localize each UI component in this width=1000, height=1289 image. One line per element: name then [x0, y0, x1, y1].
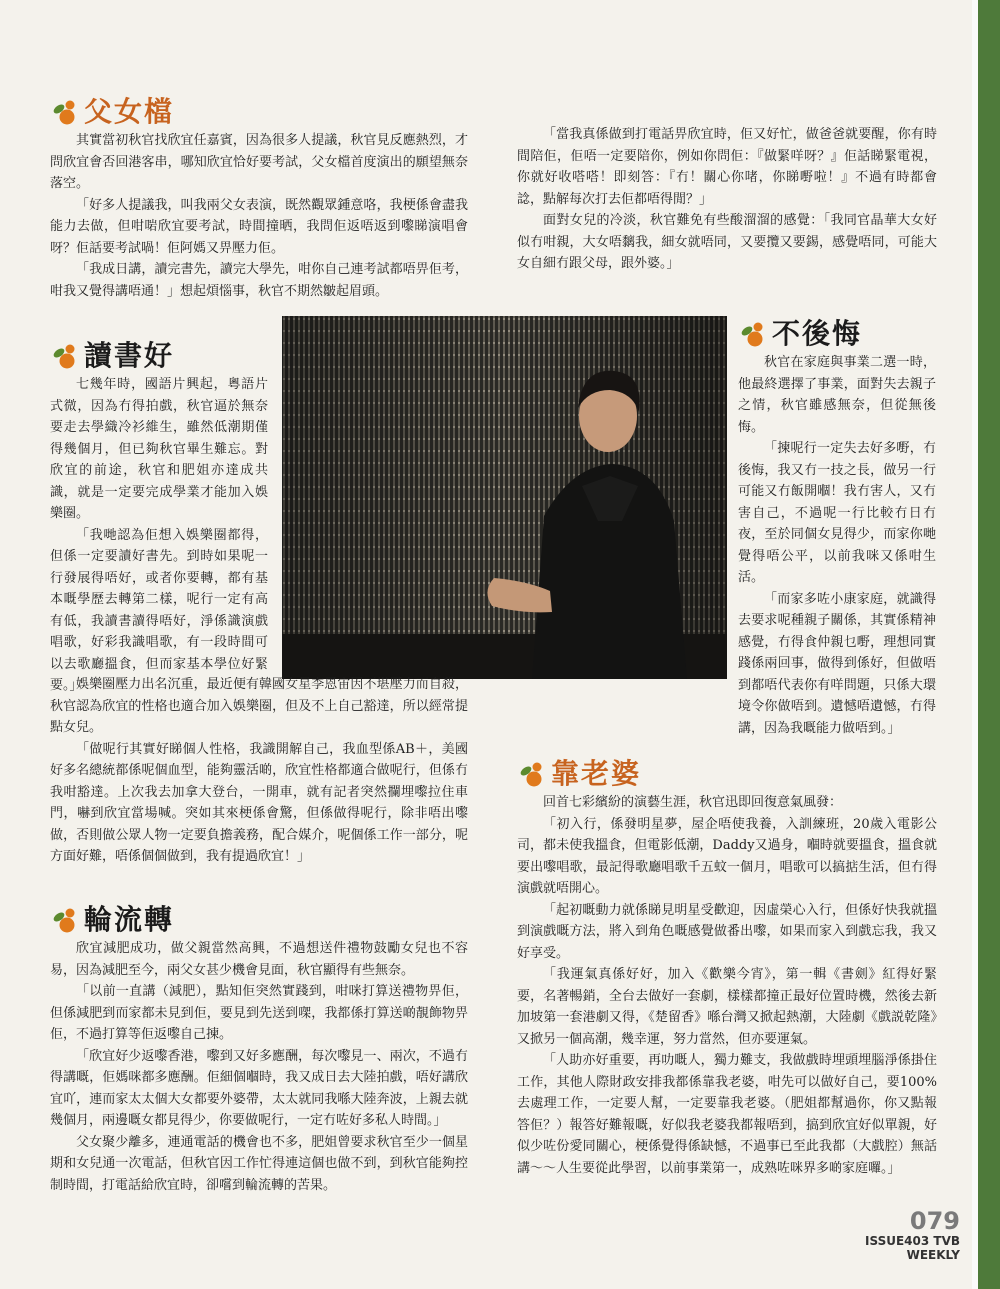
section-title: 靠老婆 — [551, 757, 642, 790]
paragraph: 「而家多咗小康家庭，就識得去要求呢種親子關係，其實係精神感覺，冇得食仲親乜嘢，理想同實踐係兩回事，做得到係好，但做唔到都唔代表你有咩問題，只係大環境令你做唔到。遺憾唔遺憾，冇得講，因為我嘅能力做唔到。」 — [738, 591, 936, 736]
paragraph: 「做呢行其實好睇個人性格，我識開解自己，我血型係AB＋，美國好多名總統都係呢個血型，能夠靈活啲，欣宜性格都適合做呢行，但係冇我咁豁達。上次我去加拿大登台，一開車，就有記者突然攔埋嚟拉住車門，嚇到欣宜當場喊。突如其來梗係會驚，但係做得呢行，除非唔出嚟做，否則做公眾人物一定要負擔義務，配合媒介，呢個係工作一部分，呢方面好難，唔係個個做到，我有提過欣宜！」 — [50, 741, 468, 864]
section-no-regret — [738, 312, 936, 739]
section-body — [738, 352, 936, 739]
section-study-continuation — [50, 674, 468, 868]
section-heading — [738, 312, 936, 352]
page-number: 079 — [909, 1207, 960, 1235]
section-study — [50, 334, 268, 697]
paragraph: 其實當初秋官找欣宜任嘉賓，因為很多人提議，秋官見反應熱烈，才問欣宜會否回港客串，哪知欣宜恰好要考試，父女檔首度演出的願望無奈落空。 — [50, 133, 468, 191]
section-body — [50, 130, 468, 302]
gourd-leaf-icon — [50, 338, 80, 370]
page-edge-green-strip — [978, 0, 1000, 1289]
section-rely-on-wife — [517, 752, 937, 1179]
paragraph: 「起初嘅動力就係睇見明星受歡迎，因虛榮心入行，但係好快我就搵到演戲嘅方法，將入到角色嘅感覺做番出嚟，如果而家入到戲忘我，我又好享受。 — [517, 902, 937, 961]
paragraph: 「我哋認為佢想入娛樂圈都得，但係一定要讀好書先。到時如果呢一行發展得唔好，或者你要轉，都有基本嘅學歷去轉第二樣，呢行一定有高有低，我讀書讀得唔好，淨係識演戲唱歌，好彩我識唱歌，有一段時間可以去歌廳搵食，但而家基本學位好緊要。」 — [50, 527, 268, 693]
photo-portrait — [282, 316, 727, 679]
paragraph: 「當我真係做到打電話畀欣宜時，佢又好忙，做爸爸就要醒，你有時間陪佢，佢唔一定要陪你，例如你問佢：『做緊咩呀？』佢話睇緊電視，你就好收嗒嗒！即刻答：『冇！關心你啫，你睇嘢啦！』不過有時都會諗，點解每次打去佢都唔得閒？」 — [517, 127, 937, 207]
paragraph: 「我運氣真係好好，加入《歡樂今宵》，第一輯《書劍》紅得好緊要，名著暢銷，全台去做好一套劇，樣樣都撞正最好位置時機，然後去新加坡第一套港劇又得，《楚留香》喺台灣又掀起熱潮，大陸劇《戲説乾隆》又掀另一個高潮，幾幸運，努力當然，但亦要運氣。 — [517, 967, 937, 1047]
paragraph: 「欣宜好少返嚟香港，嚟到又好多應酬，每次嚟見一、兩次，不過冇得講嘅，佢媽咪都多應酬。佢細個嗰時，我又成日去大陸拍戲，唔好講欣宜吖，連而家太太個大女都要外婆帶，太太就同我喺大陸奔波，上親去就幾個月，兩邊嘅女都見得少，你要做呢行，一定冇咗好多私人時間。」 — [50, 1048, 468, 1128]
paragraph: 「人助亦好重要，再叻嘅人，獨力難支，我做戲時埋頭埋腦淨係掛住工作，其他人際財政安排我都係靠我老婆，咁先可以做好自己，要100%去處理工作，一定要人幫，一定要靠我老婆。（肥姐都幫過你，你又點報答佢？）報答好難報嘅，好似我老婆我都報唔到，搞到欣宜好似單親，好似少咗份愛同關心，梗係覺得係缺憾，不過事已至此我都（大戲腔）無話講～～人生要從此學習，以前事業第一，成熟咗咪界多啲家庭囉。」 — [517, 1053, 937, 1176]
section-title: 輪流轉 — [84, 903, 175, 936]
issue-label: ISSUE403 TVB WEEKLY — [865, 1234, 960, 1262]
paragraph: 面對女兒的冷淡，秋官難免有些酸溜溜的感覺：「我同官晶華大女好似冇咁親，大女唔黐我，細女就唔同，又要攬又要錫，感覺唔同，可能大女自細冇跟父母，跟外婆。」 — [517, 213, 937, 271]
section-body — [50, 674, 468, 868]
paragraph: 父女聚少離多，連通電話的機會也不多，肥姐曾要求秋官至少一個星期和女兒通一次電話，但秋官因工作忙得連這個也做不到，到秋官能夠控制時間，打電話給欣宜時，卻嚐到輪流轉的苦果。 — [50, 1134, 468, 1193]
section-title: 讀書好 — [84, 339, 175, 372]
paragraph: 回首七彩繽紛的演藝生涯，秋官迅即回復意氣風發： — [543, 795, 843, 810]
section-father-daughter — [50, 90, 468, 302]
paragraph: 娛樂圈壓力出名沉重，最近便有韓國女星李恩宙因不堪壓力而自殺，秋官認為欣宜的性格也適合加入娛樂圈，但及不上自己豁達，所以經常提點女兒。 — [50, 677, 468, 735]
portrait-illustration — [282, 316, 727, 679]
page-edge — [972, 0, 1000, 1289]
section-heading — [50, 334, 268, 374]
section-title: 不後悔 — [772, 317, 863, 350]
section-title: 父女檔 — [84, 95, 175, 128]
section-body — [517, 792, 937, 1179]
section-body — [517, 124, 937, 275]
gourd-leaf-icon — [738, 316, 768, 348]
section-body — [50, 938, 468, 1196]
paragraph: 七幾年時，國語片興起，粵語片式微，因為冇得拍戲，秋官逼於無奈要走去學織冷衫維生，雖然低潮期僅得幾個月，但已夠秋官畢生難忘。對欣宜的前途，秋官和肥姐亦達成共識，就是一定要完成學業才能加入娛樂圈。 — [50, 377, 268, 521]
paragraph: 「揀呢行一定失去好多嘢，冇後悔，我又冇一技之長，做另一行可能又冇飯開嗰！我冇害人，又冇害自己，不過呢一行比較冇日冇夜，至於同個女見得少，而家你哋覺得唔公平，以前我咪又係咁生活。 — [738, 441, 936, 585]
section-heading — [50, 90, 468, 130]
section-heading — [50, 898, 468, 938]
paragraph: 「初入行，係發明星夢，屋企唔使我養，入訓練班，20歲入電影公司，都未使我搵食，但電影低潮，Daddy又過身，嗰時就要搵食，搵食就要出嚟唱歌，最記得歌廳唱歌千五蚊一個月，唱歌可以搞掂生活，但冇得演戲就唔開心。 — [517, 816, 937, 896]
paragraph: 「好多人提議我，叫我兩父女表演，既然觀眾鍾意咯，我梗係會盡我能力去做，但咁啱欣宜要考試，時間撞晒，我問佢返唔返到嚟睇演唱會呀？佢話要考試喎！佢阿媽又畀壓力佢。 — [50, 197, 468, 256]
gourd-leaf-icon — [517, 756, 547, 788]
gourd-leaf-icon — [50, 902, 80, 934]
paragraph: 欣宜減肥成功，做父親當然高興，不過想送件禮物鼓勵女兒也不容易，因為減肥至今，兩父女甚少機會見面，秋官顯得有些無奈。 — [50, 941, 468, 978]
section-heading — [517, 752, 937, 792]
paragraph: 秋官在家庭與事業二選一時，他最終選擇了事業，面對失去親子之情，秋官雖感無奈，但從無後悔。 — [738, 355, 936, 435]
paragraph: 「我成日講，讀完書先，讀完大學先，咁你自己連考試都唔畀佢考，咁我又覺得講唔通！」想起煩惱事，秋官不期然皺起眉頭。 — [50, 262, 468, 299]
page-footer — [830, 1208, 960, 1262]
gourd-leaf-icon — [50, 94, 80, 126]
section-body — [50, 374, 268, 697]
section-continuation — [517, 124, 937, 275]
paragraph: 「以前一直講（減肥），點知佢突然實踐到，咁咪打算送禮物畀佢，但係減肥到而家都未見到佢，要見到先送到㗎，我都係打算送啲靚飾物畀佢，不過打算等佢返嚟自己揀。 — [50, 984, 468, 1042]
section-role-reversal — [50, 898, 468, 1196]
